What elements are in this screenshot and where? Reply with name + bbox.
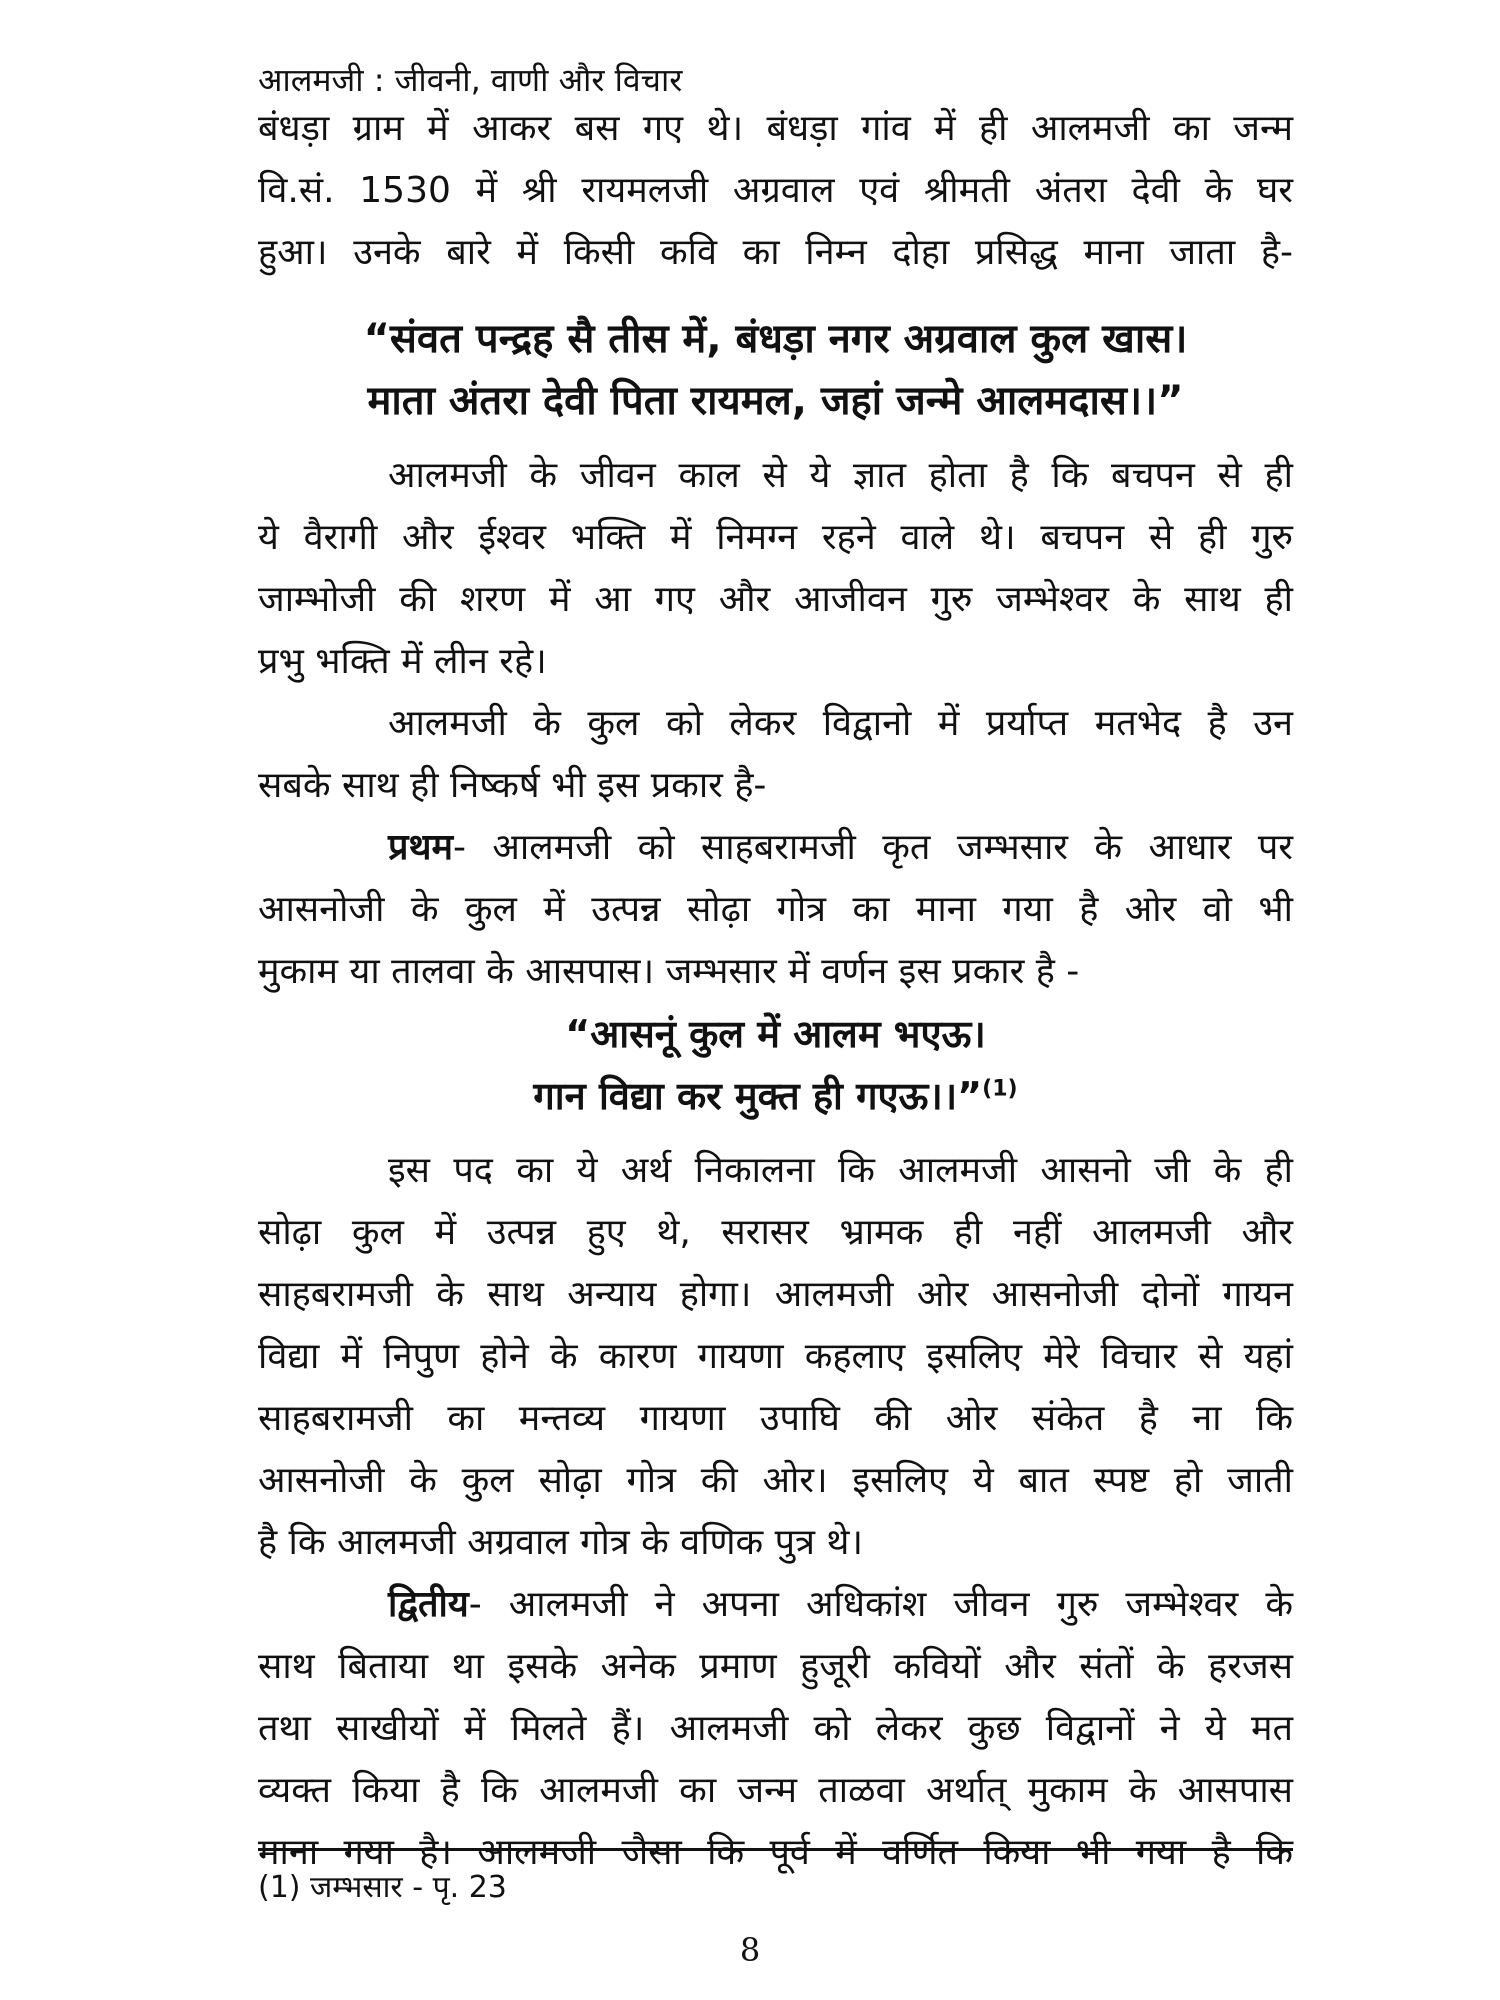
text-line: बंधड़ा ग्राम में आकर बस गए थे। बंधड़ा गांव में ही आलमजी का जन्म — [258, 108, 1293, 149]
text-line: जाम्भोजी की शरण में आ गए और आजीवन गुरु जम्भेश्वर के साथ ही — [258, 579, 1293, 620]
text-line: हुआ। उनके बारे में किसी कवि का निम्न दोहा प्रसिद्ध माना जाता है- — [258, 232, 1293, 273]
verse-2-line-1: “आसनूं कुल में आलम भएऊ। — [565, 1012, 986, 1056]
running-header: आलमजी : जीवनी, वाणी और विचार — [258, 61, 683, 99]
text-line-rest: - आलमजी को साहबरामजी कृत जम्भसार के आधार पर — [453, 827, 1293, 868]
paragraph-1 — [258, 98, 1293, 284]
verse-2-line-2 — [258, 1065, 1293, 1127]
paragraph-5 — [258, 1140, 1293, 1574]
text-line: है कि आलमजी अग्रवाल गोत्र के वणिक पुत्र थे। — [258, 1522, 864, 1563]
text-line: व्यक्त किया है कि आलमजी का जन्म ताळवा अर्थात् मुकाम के आसपास — [258, 1770, 1293, 1811]
text-line: आलमजी के कुल को लेकर विद्वानो में प्रर्याप्त मतभेद है उन — [388, 703, 1293, 744]
text-line: ये वैरागी और ईश्वर भक्ति में निमग्न रहने वाले थे। बचपन से ही गुरु — [258, 517, 1293, 558]
paragraph-dvitiya — [258, 1574, 1293, 1884]
paragraph-3 — [258, 693, 1293, 817]
text-line — [258, 1574, 1293, 1636]
verse-1-line-2: माता अंतरा देवी पिता रायमल, जहां जन्मे आलमदास।।” — [367, 378, 1184, 424]
text-line: सबके साथ ही निष्कर्ष भी इस प्रकार है- — [258, 765, 767, 806]
text-line: आसनोजी के कुल सोढ़ा गोत्र की ओर। इसलिए ये बात स्पष्ट हो जाती — [258, 1460, 1293, 1501]
text-line: साहबरामजी के साथ अन्याय होगा। आलमजी ओर आसनोजी दोनों गायन — [258, 1274, 1293, 1315]
footnote-ref: (1) — [982, 1076, 1018, 1102]
text-line-rest: - आलमजी ने अपना अधिकांश जीवन गुरु जम्भेश्वर के — [468, 1584, 1293, 1625]
text-line: आसनोजी के कुल में उत्पन्न सोढ़ा गोत्र का माना गया है ओर वो भी — [258, 889, 1293, 930]
text-line: आलमजी के जीवन काल से ये ज्ञात होता है कि बचपन से ही — [388, 455, 1293, 496]
text-line — [258, 817, 1293, 879]
text-line: माना गया है। आलमजी जैसा कि पूर्व में वर्णित किया भी गया है कि — [258, 1832, 1293, 1873]
text-line: मुकाम या तालवा के आसपास। जम्भसार में वर्णन इस प्रकार है - — [258, 951, 1080, 992]
footnote: (1) जम्भसार - पृ. 23 — [258, 1870, 507, 1905]
verse-2-text: गान विद्या कर मुक्त ही गएऊ।।” — [533, 1074, 983, 1118]
paragraph-pratham — [258, 817, 1293, 1003]
footnote-divider — [258, 1848, 1293, 1851]
paragraph-lead: द्वितीय — [388, 1584, 469, 1625]
text-line: साथ बिताया था इसके अनेक प्रमाण हुजूरी कवियों और संतों के हरजस — [258, 1646, 1293, 1687]
text-line: इस पद का ये अर्थ निकालना कि आलमजी आसनो जी के ही — [388, 1150, 1293, 1191]
text-line: तथा साखीयों में मिलते हैं। आलमजी को लेकर कुछ विद्वानों ने ये मत — [258, 1708, 1293, 1749]
text-line: सोढ़ा कुल में उत्पन्न हुए थे, सरासर भ्रामक ही नहीं आलमजी और — [258, 1212, 1293, 1253]
text-line: साहबरामजी का मन्तव्य गायणा उपाघि की ओर संकेत है ना कि — [258, 1398, 1293, 1439]
text-line: वि.सं. 1530 में श्री रायमलजी अग्रवाल एवं श्रीमती अंतरा देवी के घर — [258, 170, 1293, 211]
paragraph-2 — [258, 445, 1293, 693]
page-number: 8 — [739, 1931, 761, 1969]
text-line: विद्या में निपुण होने के कारण गायणा कहलाए इसलिए मेरे विचार से यहां — [258, 1336, 1293, 1377]
paragraph-lead: प्रथम — [388, 827, 454, 868]
text-line: प्रभु भक्ति में लीन रहे। — [258, 641, 547, 682]
verse-1-line-1: “संवत पन्द्रह सै तीस में, बंधड़ा नगर अग्रवाल कुल खास। — [363, 316, 1188, 362]
